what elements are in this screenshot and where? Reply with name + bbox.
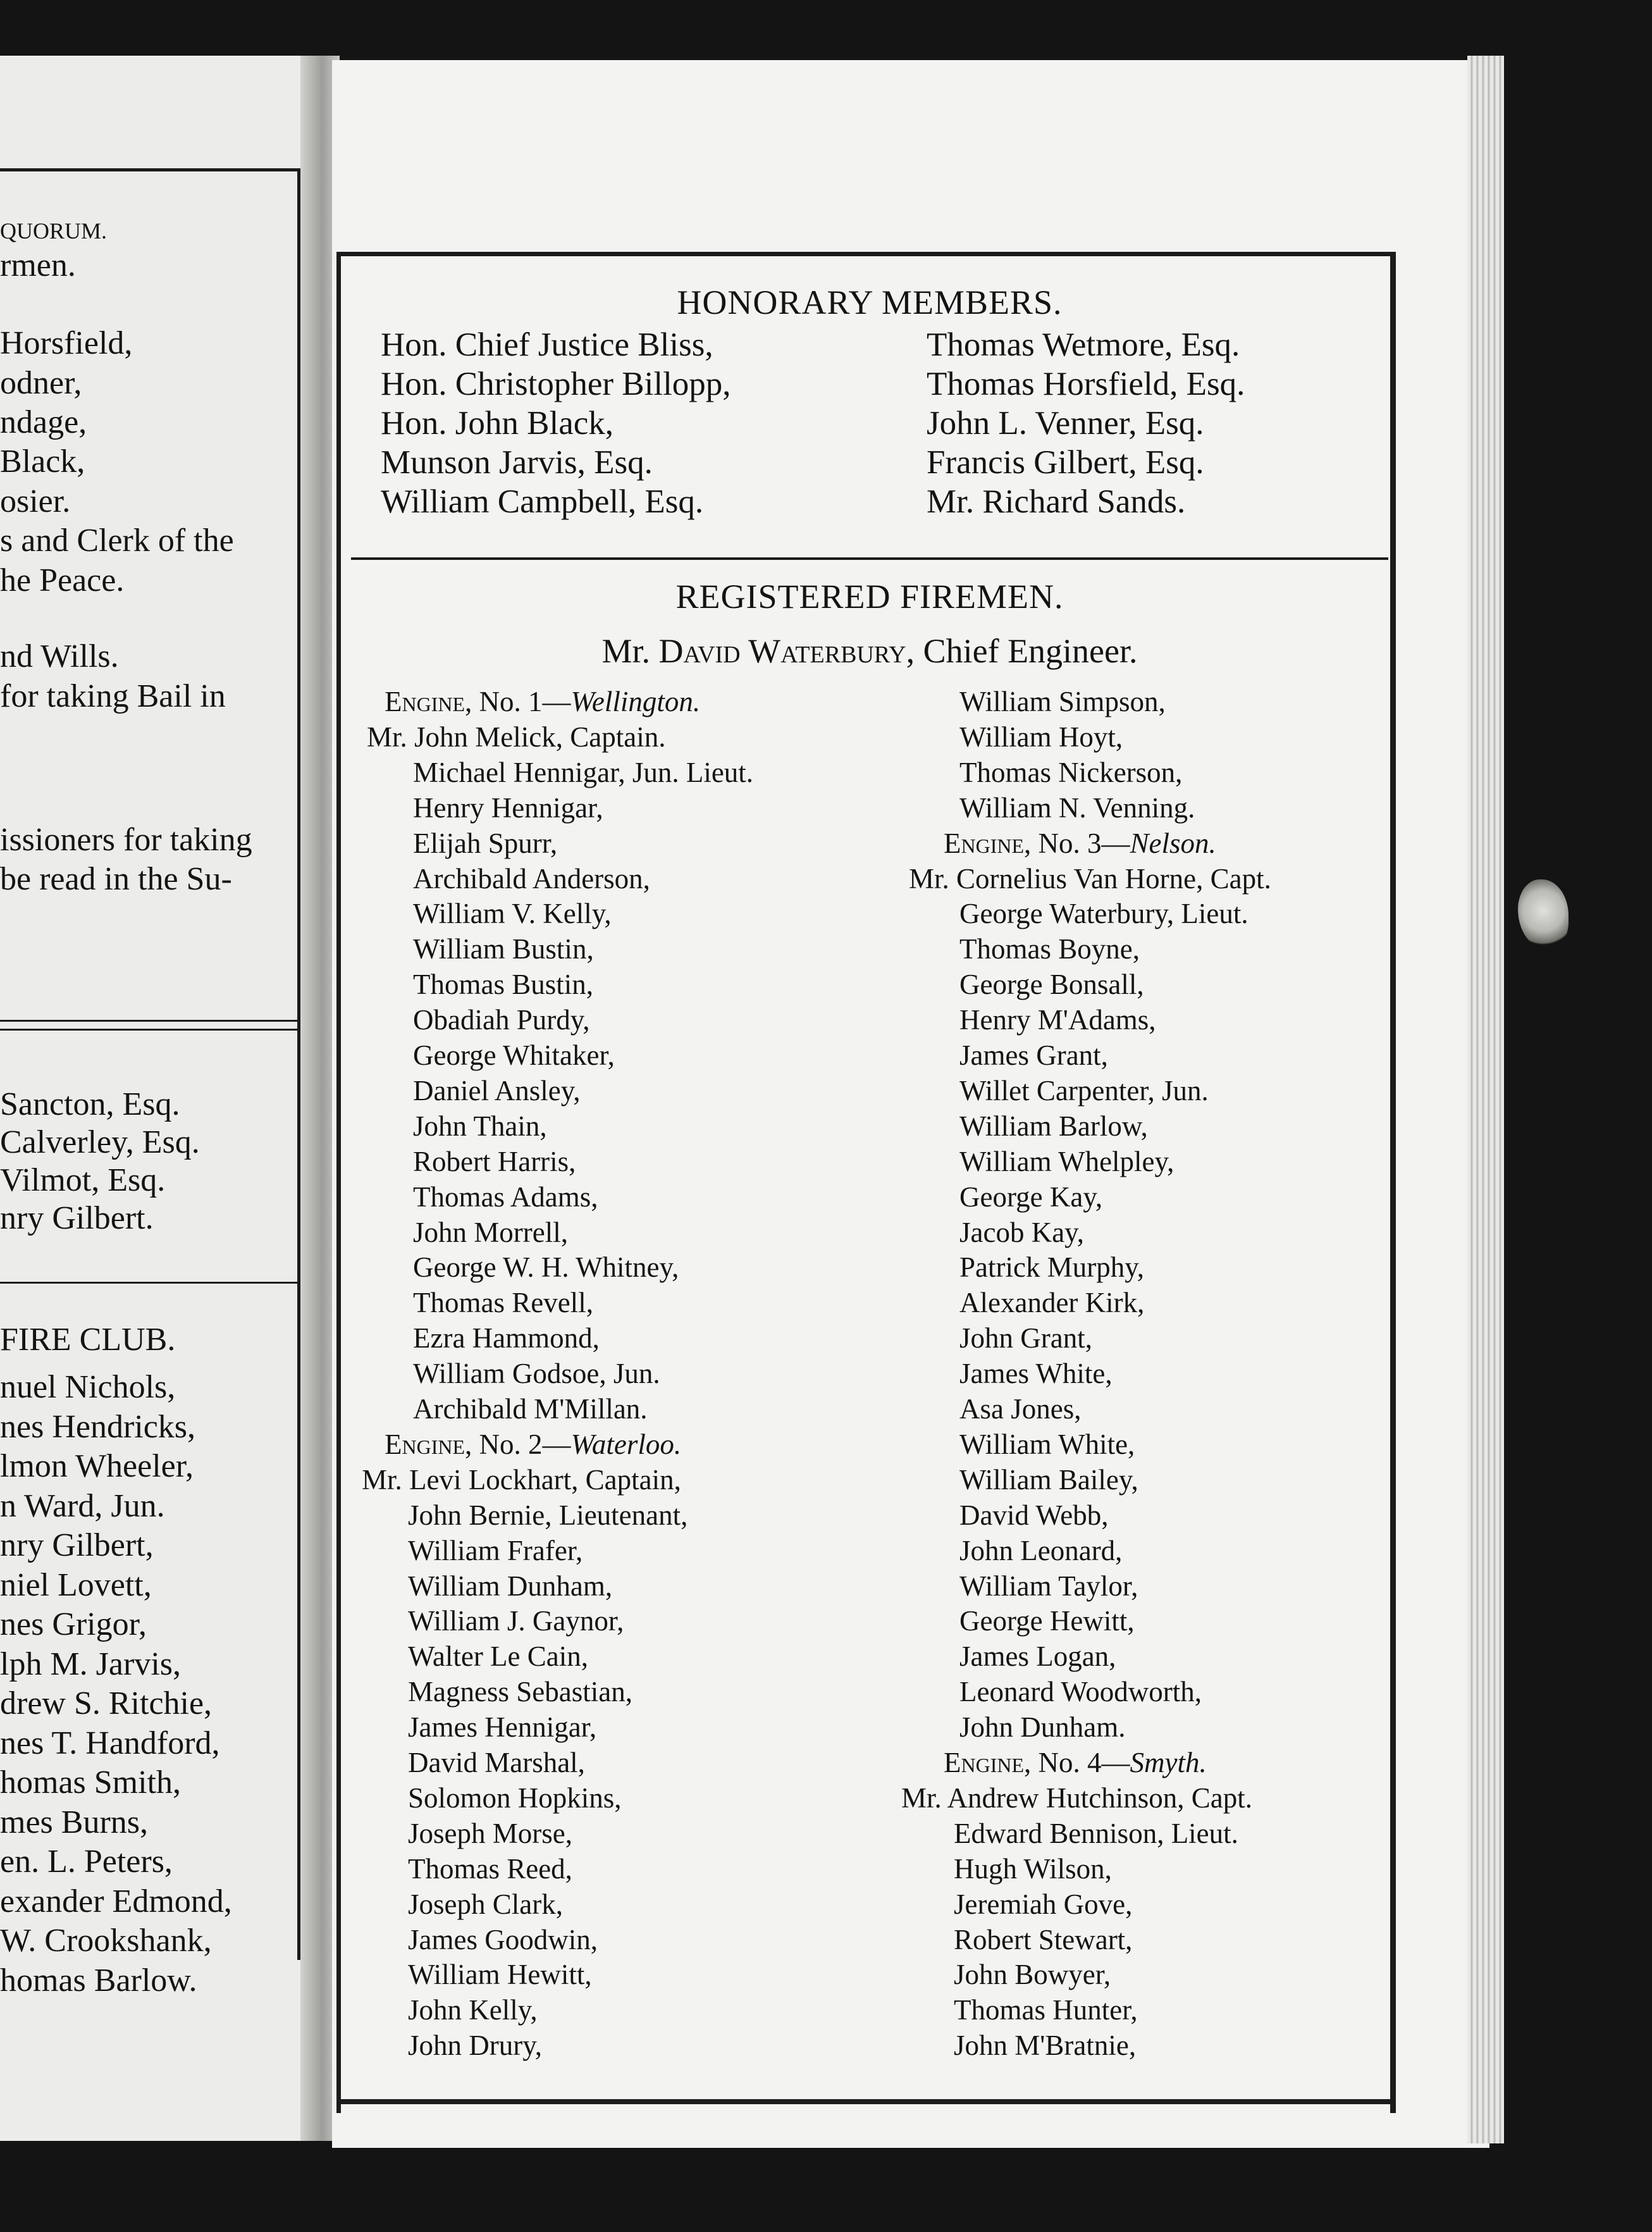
left-club-rule — [0, 1282, 301, 1284]
engine-2-captain: Mr. Levi Lockhart, Captain, — [362, 1463, 681, 1496]
fireman-name: Willet Carpenter, Jun. — [959, 1074, 1209, 1107]
honorary-member: William Campbell, Esq. — [381, 483, 704, 520]
fireman-name: Archibald M'Millan. — [413, 1393, 648, 1425]
fireman-name: Obadiah Purdy, — [413, 1004, 590, 1036]
fireman-name: Thomas Reed, — [408, 1852, 572, 1885]
fireman-name: James Hennigar, — [408, 1711, 597, 1744]
fireman-name: Solomon Hopkins, — [408, 1782, 622, 1814]
left-line: Sancton, Esq. — [0, 1086, 180, 1122]
fireman-name: William Dunham, — [408, 1570, 613, 1602]
left-line: Horsfield, — [0, 325, 133, 361]
fireman-name: William Taylor, — [959, 1570, 1138, 1602]
left-line: for taking Bail in — [0, 678, 226, 714]
honorary-member: Hon. Chief Justice Bliss, — [381, 326, 713, 363]
fireman-name: David Marshal, — [408, 1747, 585, 1778]
engine-1-captain: Mr. John Melick, Captain. — [367, 721, 666, 753]
engine-number: , No. 2— — [465, 1428, 571, 1460]
frame-top-border — [336, 252, 1394, 256]
left-club-line: W. Crookshank, — [0, 1923, 212, 1959]
left-fire-club-heading: FIRE CLUB. — [0, 1322, 176, 1358]
fireman-name: Walter Le Cain, — [408, 1640, 589, 1673]
honorary-heading: HONORARY MEMBERS. — [677, 283, 1063, 321]
fireman-name: Michael Hennigar, Jun. Lieut. — [413, 756, 754, 788]
honorary-member: John L. Venner, Esq. — [927, 405, 1204, 442]
engine-3-captain: Mr. Cornelius Van Horne, Capt. — [909, 862, 1271, 895]
fireman-name: Thomas Adams, — [413, 1181, 598, 1213]
honorary-member: Munson Jarvis, Esq. — [381, 444, 653, 481]
honorary-member: Francis Gilbert, Esq. — [927, 444, 1204, 481]
engine-label: Engine — [385, 1428, 465, 1460]
engine-4-heading — [944, 1746, 1207, 1779]
fireman-name: George Hewitt, — [959, 1605, 1135, 1637]
honorary-member: Thomas Horsfield, Esq. — [927, 366, 1245, 402]
fireman-name: John Leonard, — [959, 1534, 1123, 1566]
left-line: issioners for taking — [0, 822, 252, 858]
chief-name: David Waterbury — [658, 632, 906, 670]
fireman-name: Jacob Kay, — [959, 1216, 1085, 1248]
left-line: nd Wills. — [0, 638, 119, 674]
fireman-name: John Bernie, Lieutenant, — [408, 1499, 688, 1531]
fireman-name: Magness Sebastian, — [408, 1676, 632, 1708]
left-line: osier. — [0, 483, 71, 519]
fireman-name: Hugh Wilson, — [954, 1852, 1112, 1885]
fireman-name: Robert Harris, — [413, 1145, 576, 1177]
left-line: Vilmot, Esq. — [0, 1162, 166, 1198]
fireman-name: William J. Gaynor, — [408, 1605, 624, 1637]
engine-name: Smyth. — [1130, 1747, 1207, 1778]
fireman-name: William Simpson, — [959, 686, 1166, 717]
left-club-line: en. L. Peters, — [0, 1844, 173, 1880]
fireman-name: George Whitaker, — [413, 1039, 615, 1071]
fireman-name: John Morrell, — [413, 1216, 568, 1248]
fireman-name: James Goodwin, — [408, 1923, 598, 1956]
fireman-name: Henry Hennigar, — [413, 791, 603, 824]
fireman-name: William Whelpley, — [959, 1145, 1174, 1177]
fireman-name: James Logan, — [959, 1640, 1116, 1673]
engine-4-captain: Mr. Andrew Hutchinson, Capt. — [901, 1782, 1252, 1814]
fireman-name: William Frafer, — [408, 1534, 583, 1566]
engine-number: , No. 1— — [465, 686, 571, 717]
fireman-name: John Dunham. — [959, 1711, 1126, 1744]
fireman-name: John Drury, — [408, 2030, 543, 2062]
fireman-name: Daniel Ansley, — [413, 1074, 581, 1107]
engine-name: Nelson. — [1130, 827, 1216, 859]
registered-heading: REGISTERED FIREMEN. — [675, 578, 1064, 616]
page-edge — [1467, 56, 1504, 2143]
frame-bottom-border — [336, 2099, 1396, 2104]
left-club-line: n Ward, Jun. — [0, 1487, 165, 1524]
left-club-line: exander Edmond, — [0, 1883, 232, 1919]
honorary-member: Mr. Richard Sands. — [927, 483, 1186, 520]
engine-number: , No. 3— — [1024, 827, 1130, 859]
left-line: Calverley, Esq. — [0, 1124, 200, 1160]
fireman-name: James White, — [959, 1358, 1113, 1390]
left-club-line: nes Grigor, — [0, 1606, 147, 1642]
left-club-line: nuel Nichols, — [0, 1369, 176, 1405]
engine-label: Engine — [944, 827, 1025, 859]
left-club-line: drew S. Ritchie, — [0, 1685, 213, 1721]
fireman-name: Jeremiah Gove, — [954, 1888, 1133, 1920]
fireman-name: Thomas Bustin, — [413, 969, 594, 1001]
left-club-line: nes T. Handford, — [0, 1725, 220, 1761]
left-line: s and Clerk of the — [0, 523, 234, 559]
left-line: ndage, — [0, 404, 87, 440]
fireman-name: William Hoyt, — [959, 721, 1123, 753]
left-page — [0, 56, 317, 2141]
honorary-member: Thomas Wetmore, Esq. — [927, 326, 1240, 363]
fireman-name: William Bailey, — [959, 1463, 1138, 1496]
left-quorum: QUORUM. — [0, 218, 108, 244]
fireman-name: Archibald Anderson, — [413, 862, 650, 895]
fireman-name: John M'Bratnie, — [954, 2030, 1137, 2062]
left-club-line: mes Burns, — [0, 1804, 148, 1840]
fireman-name: William Bustin, — [413, 933, 594, 965]
fireman-name: Ezra Hammond, — [413, 1322, 600, 1355]
chief-suffix: , Chief Engineer. — [906, 632, 1138, 670]
fireman-name: Thomas Nickerson, — [959, 756, 1183, 788]
fireman-name: George Waterbury, Lieut. — [959, 898, 1248, 930]
left-club-line: lmon Wheeler, — [0, 1448, 194, 1484]
fireman-name: Leonard Woodworth, — [959, 1676, 1202, 1708]
left-top-rule — [0, 168, 301, 171]
fireman-name: Elijah Spurr, — [413, 827, 558, 859]
paper-blot — [1518, 879, 1569, 949]
left-line: Black, — [0, 443, 85, 480]
left-line: nry Gilbert. — [0, 1200, 154, 1236]
left-line: he Peace. — [0, 562, 125, 598]
fireman-name: John Grant, — [959, 1322, 1092, 1355]
engine-1-heading — [385, 685, 700, 718]
left-club-line: lph M. Jarvis, — [0, 1646, 181, 1682]
fireman-name: Thomas Revell, — [413, 1287, 593, 1319]
engine-3-heading — [944, 827, 1216, 860]
fireman-name: William White, — [959, 1428, 1135, 1460]
fireman-name: George Kay, — [959, 1181, 1103, 1213]
left-club-line: homas Barlow. — [0, 1962, 197, 1999]
left-club-line: nry Gilbert, — [0, 1527, 154, 1563]
fireman-name: William V. Kelly, — [413, 898, 612, 930]
left-line: odner, — [0, 365, 82, 401]
fireman-name: William Godsoe, Jun. — [413, 1358, 660, 1390]
fireman-name: John Kelly, — [408, 1994, 538, 2026]
fireman-name: Patrick Murphy, — [959, 1251, 1145, 1284]
honorary-member: Hon. John Black, — [381, 405, 614, 442]
fireman-name: Henry M'Adams, — [959, 1004, 1156, 1036]
fireman-name: Joseph Morse, — [408, 1817, 572, 1849]
chief-prefix: Mr. — [601, 632, 659, 670]
frame-right-border — [1390, 252, 1396, 2113]
left-club-line: niel Lovett, — [0, 1566, 152, 1603]
fireman-name: Alexander Kirk, — [959, 1287, 1145, 1319]
engine-number: , No. 4— — [1024, 1747, 1130, 1778]
fireman-name: George Bonsall, — [959, 969, 1144, 1001]
fireman-name: Thomas Boyne, — [959, 933, 1140, 965]
engine-2-heading — [385, 1428, 681, 1461]
left-club-line: nes Hendricks, — [0, 1408, 196, 1445]
left-double-rule-b — [0, 1029, 301, 1031]
fireman-name: Robert Stewart, — [954, 1923, 1133, 1956]
section-divider — [351, 557, 1388, 560]
fireman-name: George W. H. Whitney, — [413, 1251, 679, 1284]
fireman-name: Joseph Clark, — [408, 1888, 563, 1920]
fireman-name: William Barlow, — [959, 1110, 1148, 1142]
fireman-name: William N. Venning. — [959, 791, 1195, 824]
left-line: rmen. — [0, 247, 76, 283]
fireman-name: Asa Jones, — [959, 1393, 1082, 1425]
fireman-name: Thomas Hunter, — [954, 1994, 1138, 2026]
fireman-name: John Bowyer, — [954, 1959, 1111, 1991]
fireman-name: David Webb, — [959, 1499, 1109, 1531]
engine-label: Engine — [385, 686, 465, 717]
left-double-rule-a — [0, 1020, 301, 1022]
fireman-name: James Grant, — [959, 1039, 1108, 1071]
honorary-member: Hon. Christopher Billopp, — [381, 366, 731, 402]
frame-left-border — [336, 252, 341, 2113]
engine-name: Wellington. — [570, 686, 701, 717]
fireman-name: William Hewitt, — [408, 1959, 592, 1991]
engine-label: Engine — [944, 1747, 1025, 1778]
left-line: be read in the Su- — [0, 861, 232, 897]
left-club-line: homas Smith, — [0, 1764, 182, 1801]
engine-name: Waterloo. — [570, 1428, 682, 1460]
fireman-name: Edward Bennison, Lieut. — [954, 1817, 1238, 1849]
fireman-name: John Thain, — [413, 1110, 547, 1142]
chief-engineer-line — [351, 631, 1388, 671]
